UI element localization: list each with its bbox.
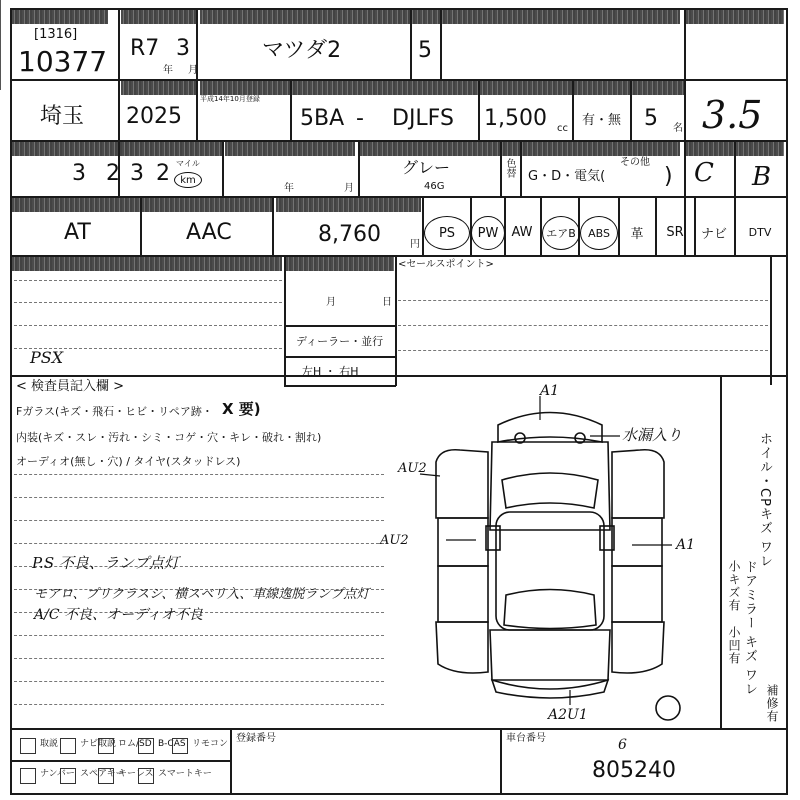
rear-left-door	[438, 566, 488, 622]
hand-note-3: A/C 不良、オーディオ不良	[34, 607, 203, 623]
diagram-label-top-note: 水漏入り	[622, 426, 683, 444]
front-left-door	[438, 518, 488, 566]
score: 3.5	[702, 93, 763, 137]
footer-checkbox	[98, 738, 114, 754]
cc-unit: cc	[557, 123, 568, 134]
year-unit: 年	[163, 65, 173, 76]
first-reg-year: 2025	[126, 104, 182, 129]
reg-month: 3	[176, 36, 190, 61]
footer-checkbox	[60, 768, 76, 784]
front-left-fender	[436, 450, 488, 518]
equipment-4: ABS	[580, 216, 618, 250]
diagram-label-bottom: A2U1	[548, 707, 588, 723]
footer-item-bottom-2: キーレス	[118, 769, 154, 779]
yen-unit: 円	[410, 239, 420, 250]
month-unit: 月	[188, 65, 198, 76]
lot-number: 10377	[18, 45, 108, 78]
first-reg-note: 平成14年10月登録	[200, 95, 260, 103]
spare-tire-circle	[656, 696, 680, 720]
inspection-year-unit: 年	[284, 183, 294, 194]
diagram-label-right-mid: A1	[676, 537, 696, 553]
lot-bracket: [1316]	[34, 27, 78, 42]
footer-item-bottom-3: スマートキー	[158, 769, 212, 779]
equipment-1: PW	[471, 216, 505, 250]
footer-item-top-0: 取説	[40, 739, 59, 749]
hand-note-1: P.S 不良、ランプ点灯	[32, 554, 179, 572]
chassis-correction: 6	[618, 737, 627, 753]
era-year: R7	[130, 36, 160, 61]
footer-checkbox	[60, 738, 76, 754]
footer-item-top-2: ロム/SD	[118, 739, 152, 749]
inspector-line-1-mark: X 要)	[222, 400, 261, 418]
dealer-label: ディーラー・並行	[296, 335, 384, 348]
footer-checkbox	[138, 738, 154, 754]
exterior-grade: B	[752, 162, 772, 192]
grade-code: 5	[418, 38, 432, 63]
strip-text-minor-dent: 小凹有	[727, 626, 741, 665]
strip-text-minor-scratch: 小キズ有	[727, 560, 741, 612]
has-none: 有・無	[582, 113, 622, 128]
rear-bumper-shape	[492, 680, 608, 698]
hand-note-2: モアロ、プリクラスシ、横スベリ入、車線逸脱ランプ点灯	[34, 587, 370, 602]
model-prefix: 5BA	[300, 106, 345, 131]
car-name: マツダ2	[262, 38, 342, 63]
footer-item-top-1: ナビ取説	[80, 739, 117, 749]
equipment-3: エアB	[542, 216, 580, 250]
chassis-number: 805240	[592, 758, 676, 783]
color: グレー	[402, 158, 451, 177]
chassis-label: 車台番号	[506, 733, 546, 744]
front-right-fender	[612, 450, 664, 518]
accessory-options: G・D・電気(	[528, 169, 606, 184]
equipment-5: 革	[630, 226, 644, 242]
displacement: 1,500	[484, 106, 547, 131]
rear-left-quarter	[436, 622, 488, 673]
inspection-month-unit: 月	[344, 183, 354, 194]
inspector-title: < 検査員記入欄 >	[16, 379, 125, 394]
footer-item-bottom-1: スペアキー	[80, 769, 125, 779]
rear-window-shape	[504, 590, 596, 629]
footer-item-top-4: リモコン	[192, 739, 229, 749]
strip-text-repaired: 補修有	[765, 684, 779, 723]
model-dash: -	[356, 106, 364, 131]
inspector-line-3: オーディオ(無し・穴) / タイヤ(スタッドレス)	[16, 455, 241, 468]
footer-checkbox	[20, 768, 36, 784]
day-label: 日	[382, 297, 392, 308]
interior-grade: C	[694, 158, 714, 188]
color-code: 46G	[424, 181, 445, 192]
diagram-label-left-mid: AU2	[380, 533, 409, 548]
owner-label: 登録番号	[236, 733, 276, 744]
mileage-digit-4: 2	[156, 161, 170, 186]
mileage-unit-mile: マイル	[176, 159, 200, 168]
front-bumper-shape	[498, 413, 602, 443]
strip-text-wheel: ホイル・CPキズ ワレ	[757, 432, 772, 569]
hood-shape	[490, 442, 610, 530]
footer-checkbox	[20, 738, 36, 754]
equipment-7: ナビ	[700, 226, 727, 242]
handwritten-note-psx: PSX	[30, 348, 64, 367]
equipment-8: DTV	[748, 225, 772, 239]
rear-right-quarter	[612, 622, 664, 673]
front-right-door	[612, 518, 662, 566]
mileage-digit-3: 3	[130, 161, 144, 186]
equipment-0: PS	[424, 216, 470, 250]
equipment-6: SR	[666, 224, 684, 240]
rear-right-door	[612, 566, 662, 622]
equipment-2: AW	[511, 224, 533, 240]
footer-item-bottom-0: ナンバー	[40, 769, 75, 779]
diagram-label-top: A1	[540, 383, 560, 399]
footer-checkbox	[138, 768, 154, 784]
strip-text-mirror: ドアミラー キズ ワレ	[742, 560, 757, 697]
mileage-unit-km: km	[174, 172, 202, 188]
recycle-fee: 8,760	[318, 222, 381, 247]
aircon: AAC	[186, 220, 232, 245]
inspector-line-2: 内装(キズ・スレ・汚れ・シミ・コゲ・穴・キレ・破れ・割れ)	[16, 431, 322, 444]
month-label: 月	[326, 297, 336, 308]
diagram-label-left-upper: AU2	[398, 461, 427, 476]
footer-checkbox	[172, 738, 188, 754]
accessory-close: )	[664, 164, 673, 189]
region: 埼玉	[40, 104, 85, 129]
model-code: DJLFS	[392, 106, 454, 131]
mileage-digit-1: 3	[72, 161, 86, 186]
sales-point-label: <セールスポイント>	[398, 259, 494, 270]
transmission: AT	[64, 220, 91, 245]
color-change: 色替	[504, 158, 515, 178]
handle-label: 左H ・ 右H	[302, 365, 359, 378]
accessory-other: その他	[620, 157, 650, 168]
footer-item-top-3: B-CAS	[158, 739, 186, 749]
footer-checkbox	[98, 768, 114, 784]
trunk-shape	[490, 630, 610, 680]
doors: 5	[644, 106, 658, 131]
inspector-line-1: Fガラス(キズ・飛石・ヒビ・リペア跡・	[16, 405, 213, 418]
doors-unit: 名	[673, 123, 683, 134]
windshield-shape	[502, 473, 598, 508]
mileage-digit-2: 2	[106, 161, 120, 186]
